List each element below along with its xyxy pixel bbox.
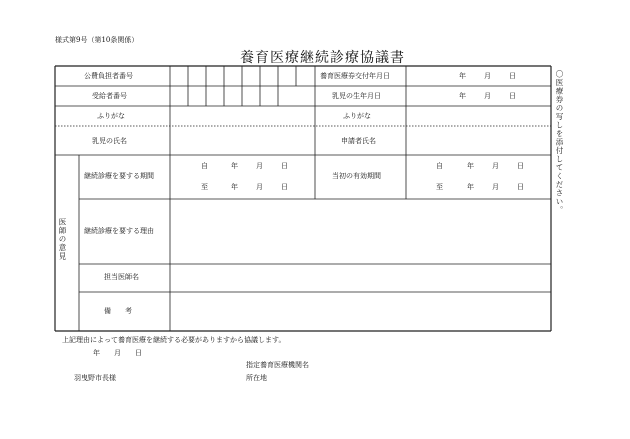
issue-date-year: 年 xyxy=(459,72,466,80)
footer-address-label: 所在地 xyxy=(246,374,267,382)
period-to: 至 xyxy=(201,183,208,191)
label-doctor-opinion: 医師の意見 xyxy=(58,218,67,261)
birthdate-year: 年 xyxy=(459,92,466,100)
label-infant-birthdate: 乳児の生年月日 xyxy=(332,92,381,100)
valid-to-year: 年 xyxy=(467,183,474,191)
side-note-attach-card: 〇医療券の写しを添付してください。 xyxy=(555,70,564,215)
label-infant-name: 乳児の氏名 xyxy=(92,137,127,145)
period-to-day: 日 xyxy=(281,183,288,191)
footer-statement: 上記理由によって養育医療を継続する必要がありますから協議します。 xyxy=(62,336,286,344)
period-from-year: 年 xyxy=(231,162,238,170)
birthdate-month: 月 xyxy=(484,92,491,100)
period-from: 自 xyxy=(201,162,208,170)
valid-to-day: 日 xyxy=(517,183,524,191)
issue-date-month: 月 xyxy=(484,72,491,80)
valid-from-day: 日 xyxy=(517,162,524,170)
label-recipient-number: 受給者番号 xyxy=(92,92,127,100)
label-card-issue-date: 養育医療券交付年月日 xyxy=(320,72,390,80)
valid-from-month: 月 xyxy=(492,162,499,170)
page-title: 養育医療継続診療協議書 xyxy=(240,50,405,66)
period-to-month: 月 xyxy=(256,183,263,191)
period-from-month: 月 xyxy=(256,162,263,170)
footer-institution-name-label: 指定養育医療機関名 xyxy=(246,361,309,369)
valid-from-year: 年 xyxy=(467,162,474,170)
valid-from: 自 xyxy=(436,162,443,170)
label-remarks: 備 考 xyxy=(104,307,132,315)
period-to-year: 年 xyxy=(231,183,238,191)
label-continuation-reason: 継続診療を要する理由 xyxy=(84,227,154,235)
label-initial-valid-period: 当初の有効期間 xyxy=(332,172,381,180)
birthdate-day: 日 xyxy=(509,92,516,100)
form-number: 様式第9号（第10条関係） xyxy=(55,36,139,44)
footer-date: 年 月 日 xyxy=(93,349,142,357)
label-applicant-name: 申請者氏名 xyxy=(341,137,376,145)
period-from-day: 日 xyxy=(281,162,288,170)
issue-date-day: 日 xyxy=(509,72,516,80)
valid-to-month: 月 xyxy=(492,183,499,191)
label-furigana: ふりがな xyxy=(97,112,125,120)
label-public-payer-number: 公費負担者番号 xyxy=(84,72,133,80)
label-doctor-in-charge: 担当医師名 xyxy=(104,273,139,281)
label-continuation-period: 継続診療を要する期間 xyxy=(84,172,154,180)
footer-addressee: 羽曳野市長様 xyxy=(74,374,116,382)
valid-to: 至 xyxy=(436,183,443,191)
label-furigana-right: ふりがな xyxy=(343,112,371,120)
